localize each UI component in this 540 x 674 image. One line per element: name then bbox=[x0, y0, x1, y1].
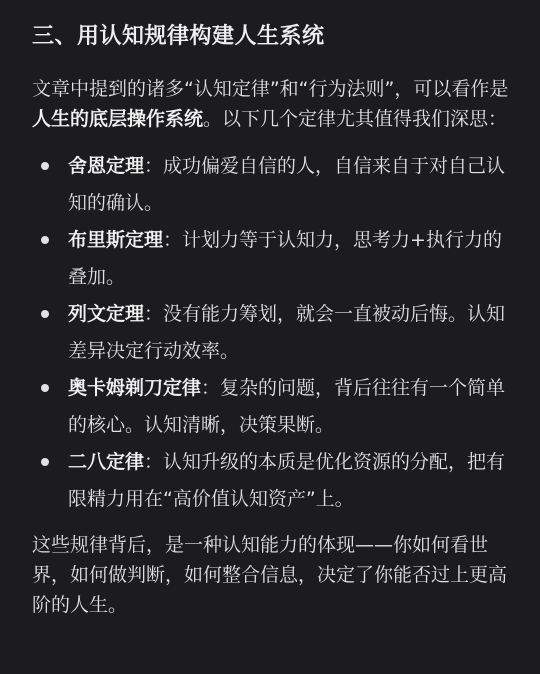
list-item bbox=[32, 148, 516, 222]
bullet-icon bbox=[41, 310, 49, 318]
bullet-icon bbox=[41, 384, 49, 392]
intro-emphasis: 人生的底层操作系统 bbox=[32, 108, 204, 130]
intro-paragraph bbox=[32, 74, 516, 134]
law-separator: ： bbox=[144, 303, 164, 325]
law-term: 舍恩定理 bbox=[68, 155, 145, 177]
intro-text-2: 。以下几个定律尤其值得我们深思： bbox=[203, 108, 508, 130]
law-term: 二八定律 bbox=[68, 451, 145, 473]
list-item bbox=[32, 222, 516, 296]
law-term: 布里斯定理 bbox=[68, 229, 164, 251]
law-term: 列文定理 bbox=[68, 303, 145, 325]
law-separator: ： bbox=[144, 155, 164, 177]
law-separator: ： bbox=[163, 229, 183, 251]
laws-list bbox=[32, 148, 516, 518]
law-separator: ： bbox=[144, 451, 164, 473]
law-separator: ： bbox=[201, 377, 221, 399]
bullet-icon bbox=[41, 162, 49, 170]
section-heading: 三、用认知规律构建人生系统 bbox=[32, 24, 325, 49]
closing-paragraph: 这些规律背后，是一种认知能力的体现——你如何看世界，如何做判断，如何整合信息，决定了你能否过上更高阶的人生。 bbox=[32, 534, 508, 616]
law-description: 没有能力筹划，就会一直被动后悔。认知差异决定行动效率。 bbox=[68, 303, 506, 362]
bullet-icon bbox=[41, 458, 49, 466]
list-item bbox=[32, 444, 516, 518]
list-item bbox=[32, 370, 516, 444]
law-description: 复杂的问题，背后往往有一个简单的核心。认知清晰，决策果断。 bbox=[68, 377, 506, 436]
list-item bbox=[32, 296, 516, 370]
law-description: 计划力等于认知力，思考力+执行力的叠加。 bbox=[68, 229, 502, 288]
bullet-icon bbox=[41, 236, 49, 244]
intro-text-1: 文章中提到的诸多“认知定律”和“行为法则”，可以看作是 bbox=[32, 78, 509, 100]
law-description: 成功偏爱自信的人，自信来自于对自己认知的确认。 bbox=[68, 155, 506, 214]
law-term: 奥卡姆剃刀定律 bbox=[68, 377, 202, 399]
law-description: 认知升级的本质是优化资源的分配，把有限精力用在“高价值认知资产”上。 bbox=[68, 451, 506, 510]
